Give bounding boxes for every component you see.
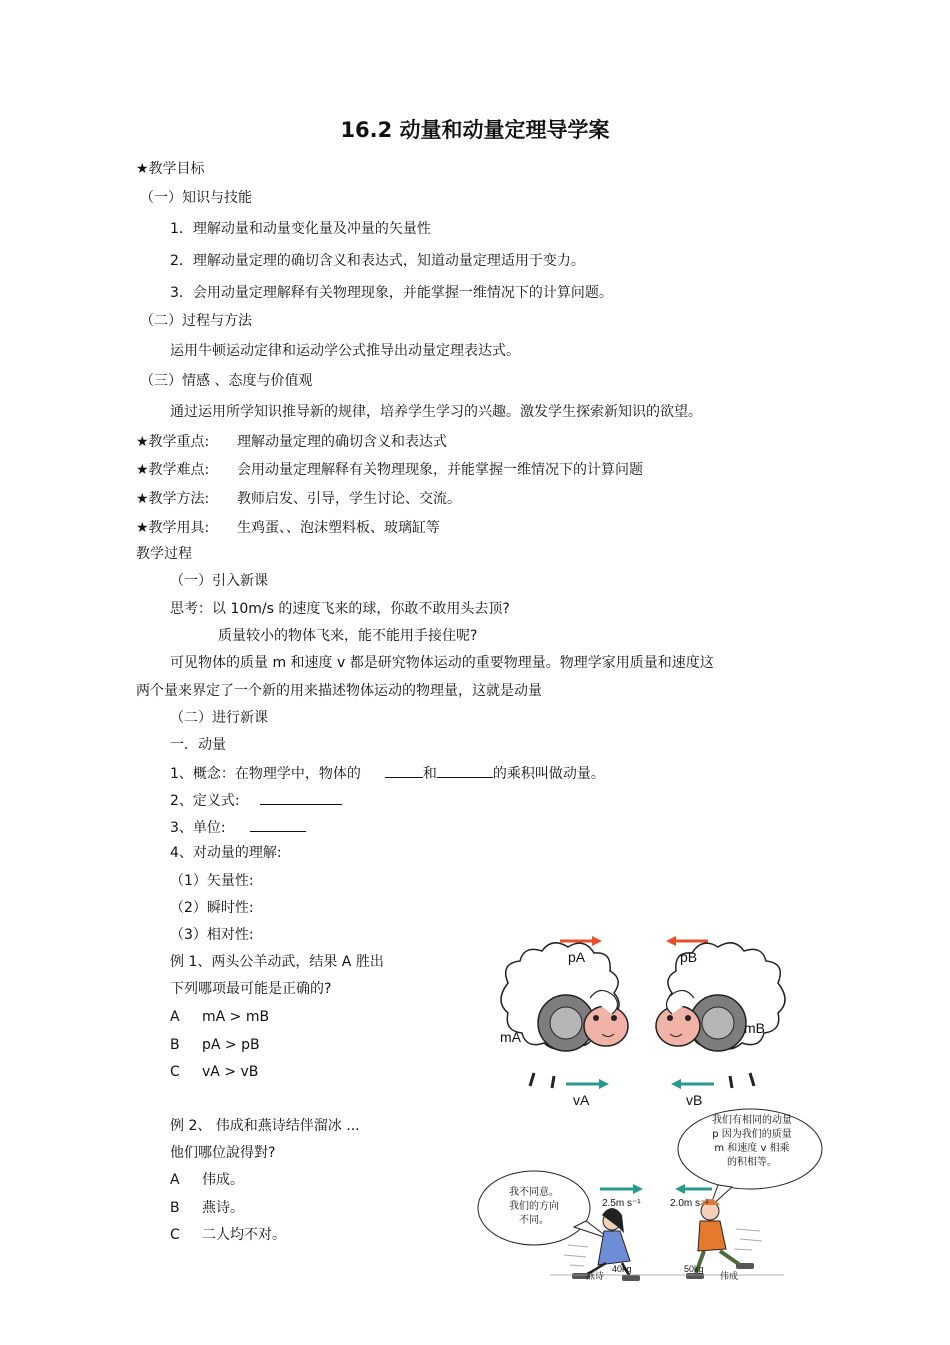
section-attitude-title: （三）情感 、态度与价值观	[140, 373, 313, 389]
bubble-left-text	[488, 1186, 580, 1228]
name-left: 燕诗	[586, 1272, 605, 1282]
example1-question-2: 下列哪项最可能是正确的?	[170, 981, 332, 997]
blank-definition[interactable]	[260, 790, 342, 805]
concept-text-a: 1、概念：在物理学中，物体的	[170, 766, 361, 782]
label-pB: pB	[680, 949, 698, 965]
arrow-head-icon	[666, 936, 676, 946]
section-process-text: 运用牛顿运动定律和运动学公式推导出动量定理表达式。	[170, 343, 520, 359]
example1-option-letter[interactable]: A	[170, 1009, 180, 1025]
bubble-left-line: 我们的方向	[509, 1201, 559, 1212]
example1-option-text: pA > pB	[202, 1037, 260, 1053]
understanding-instant: （2）瞬时性:	[170, 900, 254, 916]
understanding-title: 4、对动量的理解:	[170, 845, 282, 861]
label-pA: pA	[568, 949, 586, 965]
understanding-relative: （3）相对性:	[170, 927, 254, 943]
key-point-label: ★教学重点:	[136, 434, 210, 450]
ram-a-illustration	[501, 943, 628, 1088]
intro-paragraph-line1: 可见物体的质量 m 和速度 v 都是研究物体运动的重要物理量。物理学家用质量和速度这	[170, 655, 714, 671]
label-mA: mA	[500, 1029, 521, 1045]
arrow-head-icon	[633, 1184, 643, 1194]
intro-paragraph-line2: 两个量来界定了一个新的用来描述物体运动的物理量，这就是动量	[136, 683, 542, 699]
example2-option-text: 伟成。	[202, 1172, 244, 1188]
bubble-right-line: 的积相等。	[727, 1157, 777, 1168]
key-point-text: 教师启发、引导，学生讨论、交流。	[237, 491, 461, 507]
objectives-heading: ★教学目标	[136, 161, 205, 177]
section-attitude-text: 通过运用所学知识推导新的规律，培养学生学习的兴趣。激发学生探索新知识的欲望。	[170, 404, 702, 420]
ram-b-illustration	[656, 943, 785, 1088]
understanding-vector: （1）矢量性:	[170, 873, 254, 889]
speed-left: 2.5m s⁻¹	[602, 1198, 641, 1209]
new-lesson-title: （二）进行新课	[170, 710, 268, 726]
concept-text-b: 和	[422, 766, 437, 782]
mass-right: 50kg	[684, 1264, 704, 1274]
process-heading: 教学过程	[136, 546, 192, 562]
example1-question: 例 1、两头公羊动武，结果 A 胜出	[170, 954, 384, 970]
example2-option-text: 燕诗。	[202, 1200, 244, 1216]
objective-item: 1．理解动量和动量变化量及冲量的矢量性	[170, 221, 431, 237]
unit-label: 3、单位:	[170, 820, 226, 836]
example2-option-letter[interactable]: B	[170, 1200, 180, 1216]
label-vA: vA	[573, 1092, 590, 1108]
example2-option-letter[interactable]: C	[170, 1227, 180, 1243]
bubble-left-line: 不同。	[519, 1215, 549, 1226]
definition-line	[170, 790, 342, 810]
key-point-text: 会用动量定理解释有关物理现象，并能掌握一维情况下的计算问题	[237, 462, 643, 478]
intro-title: （一）引入新课	[170, 573, 268, 589]
bubble-right-text	[682, 1114, 822, 1170]
unit-line	[170, 817, 306, 837]
blank-mass[interactable]	[385, 763, 423, 778]
name-right: 伟成	[720, 1272, 739, 1282]
speed-right: 2.0m s⁻¹	[670, 1198, 709, 1209]
think-question-1: 思考：以 10m/s 的速度飞来的球，你敢不敢用头去顶?	[170, 601, 510, 617]
bubble-right-line: 我们有相同的动量	[712, 1115, 792, 1126]
mass-left: 40kg	[612, 1264, 632, 1274]
bubble-right-line: p 因为我们的质量	[712, 1129, 792, 1140]
label-vB: vB	[686, 1092, 703, 1108]
section-momentum: 一．动量	[170, 737, 226, 753]
objective-item: 2．理解动量定理的确切含义和表达式，知道动量定理适用于变力。	[170, 253, 585, 269]
arrow-head-icon	[599, 1079, 609, 1089]
blank-unit[interactable]	[250, 817, 306, 832]
example2-question: 例 2、 伟成和燕诗结伴溜冰 ...	[170, 1118, 360, 1134]
objective-item: 3．会用动量定理解释有关物理现象，并能掌握一维情况下的计算问题。	[170, 285, 613, 301]
example2-option-letter[interactable]: A	[170, 1172, 180, 1188]
arrow-head-icon	[592, 936, 602, 946]
key-point-text: 生鸡蛋、、泡沫塑料板、玻璃缸等	[237, 520, 440, 536]
key-point-text: 理解动量定理的确切含义和表达式	[237, 434, 447, 450]
example1-option-letter[interactable]: C	[170, 1064, 180, 1080]
key-point-label: ★教学方法:	[136, 491, 210, 507]
concept-text-c: 的乘积叫做动量。	[492, 766, 605, 782]
arrow-head-icon	[675, 1184, 685, 1194]
section-process-title: （二）过程与方法	[140, 313, 252, 329]
blank-velocity[interactable]	[437, 763, 493, 778]
concept-line	[170, 763, 605, 783]
key-point-label: ★教学用具:	[136, 520, 210, 536]
example2-question-2: 他们哪位說得對?	[170, 1145, 276, 1161]
example1-option-text: vA > vB	[202, 1064, 259, 1080]
bubble-left-line: 我不同意。	[509, 1187, 559, 1198]
bubble-right-line: m 和速度 v 相乘	[714, 1143, 790, 1154]
think-question-2: 质量较小的物体飞来，能不能用手接住呢?	[218, 628, 478, 644]
section-knowledge-title: （一）知识与技能	[140, 190, 252, 206]
example1-option-letter[interactable]: B	[170, 1037, 180, 1053]
example1-option-text: mA > mB	[202, 1009, 270, 1025]
example2-option-text: 二人均不对。	[202, 1227, 286, 1243]
key-point-label: ★教学难点:	[136, 462, 210, 478]
arrow-head-icon	[671, 1079, 681, 1089]
page-title: 16.2 动量和动量定理导学案	[340, 118, 610, 142]
label-mB: mB	[744, 1020, 765, 1036]
definition-label: 2、定义式:	[170, 793, 240, 809]
